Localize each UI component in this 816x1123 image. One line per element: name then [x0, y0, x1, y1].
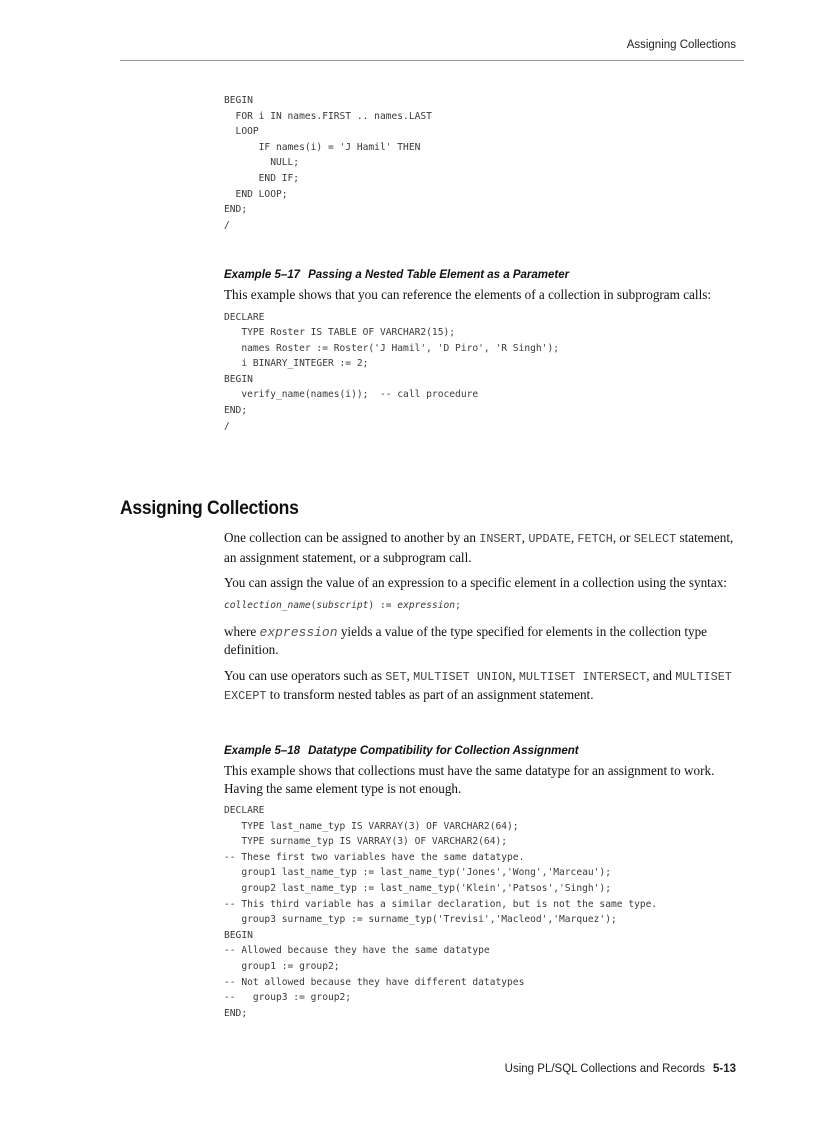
text-run: ,	[406, 667, 414, 683]
term-expression: expression	[259, 624, 338, 640]
example-description: This example shows that you can reference the elements of a collection in subprogram calls:	[224, 287, 712, 302]
syntax-punct: ) :=	[368, 599, 398, 611]
text-run: to transform nested tables as part of an assignment statement.	[266, 687, 594, 702]
text-run: ,	[570, 530, 578, 545]
running-header-title: Assigning Collections	[626, 39, 736, 51]
text-run: statement, an assignment statement, or a subprogram call.	[224, 530, 734, 565]
example-caption: Passing a Nested Table Element as a Parameter	[308, 269, 570, 281]
keyword-set: SET	[385, 669, 407, 684]
footer-page-number: 5-13	[712, 1063, 736, 1075]
paragraph-expression	[224, 623, 734, 659]
example-5-18	[224, 745, 734, 1021]
example-number: Example 5–17	[224, 269, 301, 281]
syntax-line	[224, 600, 734, 611]
keyword-multiset-union: MULTISET UNION	[413, 669, 513, 684]
text-run: , and	[646, 667, 676, 683]
example-description: This example shows that collections must have the same datatype for an assignment to work. Having the same element type is not enough.	[224, 763, 715, 796]
syntax-expression: expression	[397, 599, 456, 611]
text-run: You can use operators such as	[224, 667, 386, 683]
footer-chapter-title: Using PL/SQL Collections and Records	[504, 1063, 705, 1075]
example-title	[224, 745, 734, 757]
example-caption: Datatype Compatibility for Collection Assignment	[308, 745, 579, 757]
text-run: ,	[512, 667, 519, 683]
code-example-5-18: DECLARE TYPE last_name_typ IS VARRAY(3) OF VARCHAR2(64); TYPE surname_typ IS VARRAY(3) OF VARCHAR2(64); -- These first two variables have the same datatype. group1 last_name_typ := last_name_typ('Jones','Wong','Marceau'); group2 last_name_typ := last_name_typ('Klein','Patsos','Singh'); -- This third variable has a similar declaration, but is not the same type. group3 surname_typ := surname_typ('Trevisi','Macleod','Marquez'); BEGIN -- Allowed because they have the same datatype group1 := group2; -- Not allowed because they have different datatypes -- group3 := group2; END;	[224, 805, 658, 1019]
example-number: Example 5–18	[224, 745, 301, 757]
text-run: , or	[612, 530, 634, 545]
keyword-fetch: FETCH	[577, 532, 613, 546]
syntax-subscript: subscript	[316, 599, 369, 611]
keyword-insert: INSERT	[479, 532, 522, 546]
syntax-punct: (	[310, 599, 317, 611]
code-loop: BEGIN FOR i IN names.FIRST .. names.LAST LOOP IF names(i) = 'J Hamil' THEN NULL; END IF; END LOOP; END; /	[224, 95, 432, 231]
text-run: yields a value of the type specified for elements in the collection type definition.	[224, 623, 708, 657]
keyword-multiset-intersect: MULTISET INTERSECT	[518, 669, 647, 684]
code-block-loop	[224, 93, 734, 233]
paragraph-operators	[224, 667, 734, 706]
text-run: where	[224, 623, 260, 639]
keyword-multiset-except: MULTISET EXCEPT	[224, 669, 732, 703]
keyword-select: SELECT	[633, 532, 677, 546]
example-5-17	[224, 269, 734, 434]
paragraph-assign-intro	[224, 529, 734, 566]
header-rule	[120, 60, 744, 61]
section-heading: Assigning Collections	[120, 497, 299, 519]
text-run: ,	[521, 530, 529, 545]
syntax-punct: ;	[455, 599, 461, 611]
example-title	[224, 269, 734, 281]
syntax-collection-name: collection_name	[224, 599, 311, 611]
keyword-update: UPDATE	[528, 532, 571, 546]
paragraph-assign-syntax-intro: You can assign the value of an expression to a specific element in a collection using the syntax:	[224, 575, 727, 590]
page-footer	[505, 1063, 736, 1075]
text-run: One collection can be assigned to another by an	[224, 530, 480, 545]
code-example-5-17: DECLARE TYPE Roster IS TABLE OF VARCHAR2(15); names Roster := Roster('J Hamil', 'D Piro', 'R Singh'); i BINARY_INTEGER := 2; BEGIN verify_name(names(i)); -- call procedure END; /	[224, 311, 560, 432]
section-body	[224, 529, 734, 706]
